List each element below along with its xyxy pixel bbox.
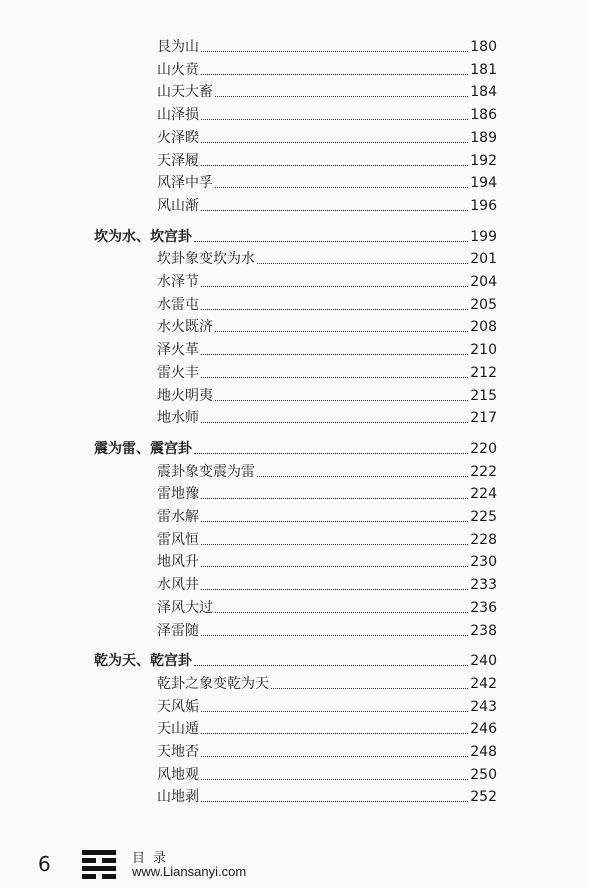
toc-entry-page: 222 [470,463,497,480]
toc-entry-title: 山泽损 [157,107,199,124]
toc-entry-page: 210 [470,342,497,359]
toc-entry-title: 地火明夷 [157,387,213,404]
page-number: 6 [38,852,51,876]
toc-entry-page: 243 [470,698,497,715]
toc-entry-title: 泽风大过 [157,599,213,616]
toc-entry-page: 208 [470,319,497,336]
toc-entry-page: 248 [470,744,497,760]
toc-entry-page: 194 [470,175,497,192]
toc-entry-page: 242 [470,675,497,692]
toc-entry-page: 236 [470,599,497,616]
toc-entry-title: 火泽睽 [157,129,199,146]
toc-entry-page: 250 [470,766,497,783]
toc-entry-title: 天山遁 [157,721,199,738]
toc-entry-title: 震为雷、震宫卦 [94,440,192,457]
toc-entry-page: 196 [470,197,497,214]
toc-entry [0,620,589,642]
toc-entry-page: 224 [470,486,497,503]
toc-entry-page: 201 [470,251,497,268]
toc-entry-title: 雷地豫 [157,486,199,503]
toc-entry-title: 天风姤 [157,698,199,715]
toc-entry-title: 水火既济 [157,319,213,336]
toc-entry-title: 乾卦之象变乾为天 [157,675,269,692]
footer-website: www.Liansanyi.com [132,864,247,879]
toc-entry-title: 雷水解 [157,509,199,525]
toc-entry-title: 风泽中孚 [157,175,213,192]
toc-entry-title: 水雷屯 [157,296,199,313]
toc-entry-title: 山地剥 [157,789,199,806]
toc-entry-title: 地水师 [157,410,199,427]
toc-entry-title: 风山渐 [157,197,199,214]
toc-entry-page: 205 [470,296,497,313]
toc-entry-page: 230 [470,554,497,571]
toc-entry-title: 地风升 [157,554,199,571]
toc-entry-page: 189 [470,129,497,146]
toc-entry-title: 天泽履 [157,152,199,169]
toc-entry-page: 181 [470,61,497,78]
toc-entry-title: 泽火革 [157,342,199,359]
toc-entry-page: 233 [470,577,497,594]
toc-entry-title: 雷火丰 [157,364,199,381]
toc-entry-page: 184 [470,84,497,101]
toc-entry-page: 228 [470,531,497,548]
toc-entry-page: 212 [470,364,497,381]
toc-entry [0,786,589,808]
toc-entry-page: 215 [470,387,497,404]
toc-entry-title: 水风井 [157,577,199,594]
toc-entry-title: 乾为天、乾宫卦 [94,653,192,670]
toc-entry-page: 246 [470,721,497,738]
toc-entry-title: 风地观 [157,766,199,783]
toc-entry-page: 204 [470,274,497,290]
toc-entry [0,407,589,429]
footer-section-title: 目录 [132,851,175,866]
toc-entry-page: 240 [470,653,497,670]
toc-entry [0,195,589,217]
toc-entry-page: 199 [470,228,497,245]
toc-entry-page: 186 [470,107,497,124]
toc-entry-page: 252 [470,789,497,806]
toc-entry-page: 225 [470,509,497,525]
toc-entry-page: 220 [470,440,497,457]
toc-entry-title: 艮为山 [157,39,199,55]
toc-entry-page: 180 [470,39,497,55]
toc-entry-title: 震卦象变震为雷 [157,463,255,480]
toc-entry-title: 泽雷随 [157,622,199,639]
toc-entry-title: 坎为水、坎宫卦 [94,228,192,245]
toc-entry-title: 雷风恒 [157,531,199,548]
toc-entry-title: 水泽节 [157,274,199,290]
toc-entry-title: 山火贲 [157,61,199,78]
toc-entry-page: 238 [470,622,497,639]
toc-entry-title: 天地否 [157,744,199,760]
toc-entry-title: 山天大畜 [157,84,213,101]
toc-entry-page: 217 [470,410,497,427]
toc-entry-page: 192 [470,152,497,169]
book-hexagram-logo-icon [80,848,118,882]
toc-entry-title: 坎卦象变坎为水 [157,251,255,268]
